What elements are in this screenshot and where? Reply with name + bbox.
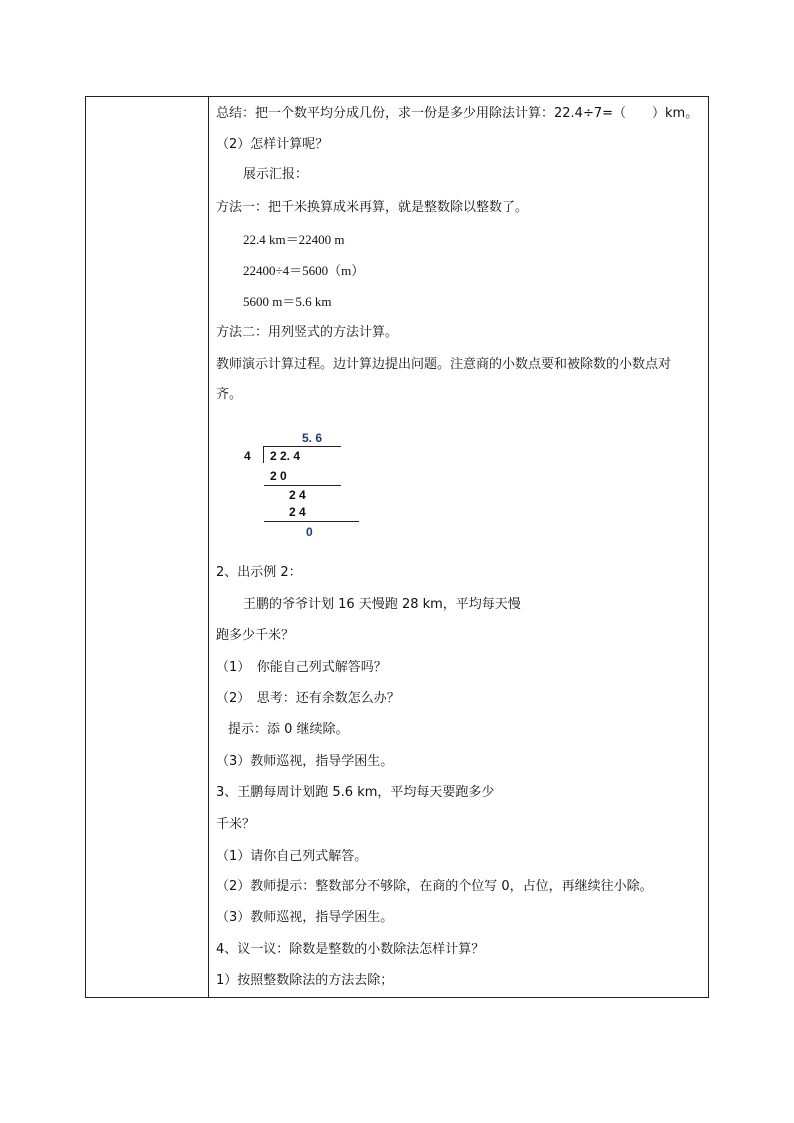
question-2: （2）怎样计算呢？ [216, 137, 329, 152]
example-2-text-2: 跑多少千米？ [216, 628, 295, 643]
example-3-text-2: 千米？ [216, 817, 256, 832]
ld-divisor: 4 [244, 449, 251, 463]
ld-rule-2 [264, 521, 359, 522]
method-two: 方法二：用列竖式的方法计算。 [216, 325, 399, 340]
example-2-question-1: （1） 你能自己列式解答吗？ [216, 660, 387, 675]
example-2-title: 2、出示例 2： [216, 565, 302, 580]
ld-remainder-1: 2 4 [289, 488, 306, 502]
teacher-demo-line-1: 教师演示计算过程。边计算边提出问题。注意商的小数点要和被除数的小数点对 [216, 357, 672, 372]
content-column [208, 97, 708, 997]
long-division-figure [208, 419, 368, 549]
discussion-line: 4、议一议：除数是整数的小数除法怎样计算？ [216, 942, 485, 957]
teacher-demo-line-2: 齐。 [216, 387, 243, 402]
ld-dividend: 2 2. 4 [270, 449, 301, 463]
summary-line: 总结：把一个数平均分成几份，求一份是多少用除法计算：22.4÷7=（ ）km。 [216, 106, 699, 121]
ld-bracket-side [263, 446, 264, 463]
step-1-line: 1）按照整数除法的方法去除； [216, 973, 394, 988]
equation-3: 5600 m＝5.6 km [243, 294, 332, 309]
ld-step-2: 2 4 [289, 505, 306, 519]
example-2-question-3: （3）教师巡视，指导学困生。 [216, 754, 394, 769]
example-2-text-1: 王鹏的爷爷计划 16 天慢跑 28 km，平均每天慢 [243, 597, 521, 612]
example-3-question-2: （2）教师提示：整数部分不够除，在商的个位写 0，占位，再继续往小除。 [216, 879, 653, 894]
ld-rule-1 [264, 485, 341, 486]
example-3-question-3: （3）教师巡视，指导学困生。 [216, 910, 394, 925]
equation-1: 22.4 km＝22400 m [243, 232, 345, 247]
equation-2: 22400÷4＝5600（m） [243, 263, 365, 278]
ld-step-1: 2 0 [270, 469, 287, 483]
ld-final-remainder: 0 [306, 525, 313, 539]
lesson-table [85, 96, 709, 998]
left-column [86, 97, 209, 997]
hint-line: 提示：添 0 继续除。 [228, 722, 349, 737]
example-3-question-1: （1）请你自己列式解答。 [216, 849, 368, 864]
method-one: 方法一：把千米换算成米再算，就是整数除以整数了。 [216, 200, 529, 215]
ld-bracket-line [263, 446, 341, 447]
example-2-question-2: （2） 思考：还有余数怎么办？ [216, 691, 400, 706]
report-label: 展示汇报： [243, 167, 309, 182]
example-3-text-1: 3、王鹏每周计划跑 5.6 km，平均每天要跑多少 [216, 785, 495, 800]
ld-quotient: 5. 6 [302, 431, 323, 445]
